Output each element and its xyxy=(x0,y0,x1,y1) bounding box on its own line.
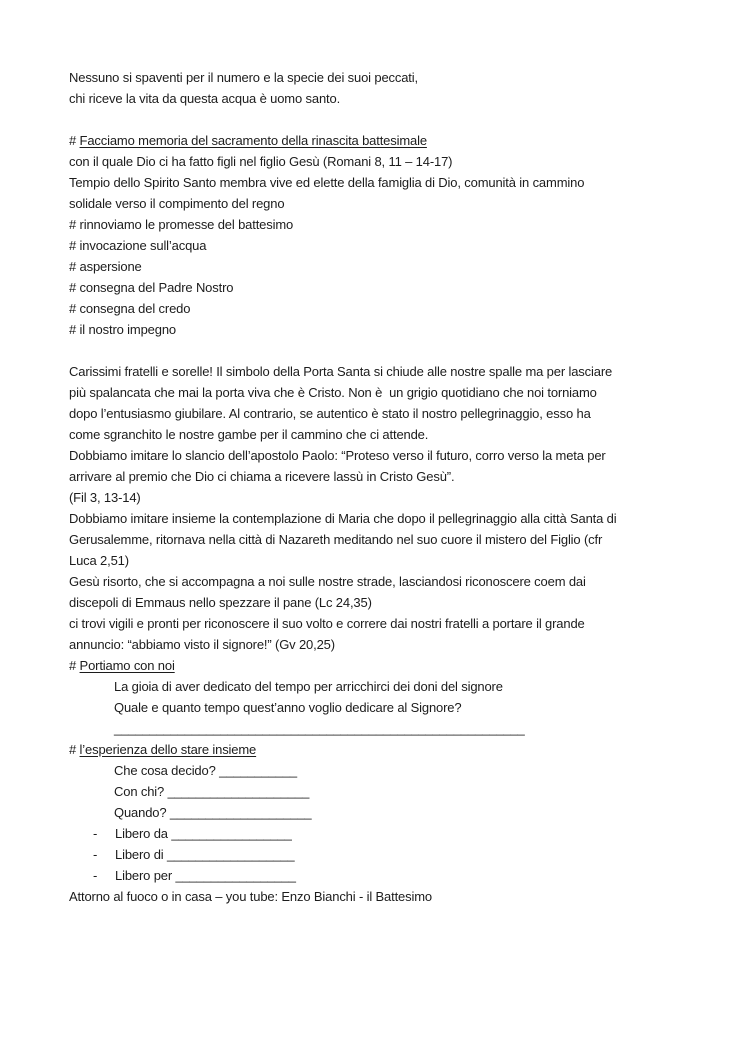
text-run: Con chi? ____________________ xyxy=(114,784,310,799)
text-line xyxy=(69,151,676,172)
text-run: come sgranchito le nostre gambe per il cammino che ci attende. xyxy=(69,427,429,442)
text-line xyxy=(69,172,676,193)
text-run: Carissimi fratelli e sorelle! Il simbolo della Porta Santa si chiude alle nostre spalle ma per lasciare xyxy=(69,364,613,379)
text-run: # xyxy=(69,742,80,757)
text-run: Attorno al fuoco o in casa – you tube: Enzo Bianchi - il Battesimo xyxy=(69,889,432,904)
bullet-hyphen: - xyxy=(93,847,98,862)
text-run: Dobbiamo imitare lo slancio dell’apostolo Paolo: “Proteso verso il futuro, corro verso la meta per xyxy=(69,448,606,463)
text-line xyxy=(69,718,676,739)
text-run: # consegna del credo xyxy=(69,301,191,316)
text-run: Quale e quanto tempo quest’anno voglio dedicare al Signore? xyxy=(114,700,462,715)
text-run: # xyxy=(69,658,80,673)
text-line xyxy=(69,466,676,487)
text-run: ci trovi vigili e pronti per riconoscere il suo volto e correre dai nostri fratelli a portare il grande xyxy=(69,616,585,631)
text-run: Luca 2,51) xyxy=(69,553,129,568)
text-line xyxy=(69,445,676,466)
text-run: # consegna del Padre Nostro xyxy=(69,280,234,295)
text-line xyxy=(69,298,676,319)
text-line xyxy=(69,130,676,151)
text-line xyxy=(69,865,676,886)
text-run: __________________________________________________________ xyxy=(114,721,525,736)
text-run: Gerusalemme, ritornava nella città di Nazareth meditando nel suo cuore il mistero del Figlio (cfr xyxy=(69,532,603,547)
text-run: con il quale Dio ci ha fatto figli nel figlio Gesù (Romani 8, 11 – 14-17) xyxy=(69,154,453,169)
text-line xyxy=(69,844,676,865)
text-run: # xyxy=(69,133,80,148)
text-line xyxy=(69,67,676,88)
underlined-heading-text: l’esperienza dello stare insieme xyxy=(79,742,257,757)
text-line xyxy=(69,886,676,907)
text-line xyxy=(69,739,676,760)
text-line xyxy=(69,529,676,550)
text-line xyxy=(69,361,676,382)
text-line xyxy=(69,193,676,214)
text-line xyxy=(69,277,676,298)
text-line xyxy=(69,802,676,823)
text-line xyxy=(69,655,676,676)
bullet-hyphen: - xyxy=(93,826,98,841)
blank-line xyxy=(69,109,676,130)
text-run: Nessuno si spaventi per il numero e la specie dei suoi peccati, xyxy=(69,70,418,85)
text-line xyxy=(69,214,676,235)
text-run: Libero di __________________ xyxy=(115,847,295,862)
text-run: # aspersione xyxy=(69,259,142,274)
text-line xyxy=(69,88,676,109)
text-line xyxy=(69,823,676,844)
text-run: dopo l’entusiasmo giubilare. Al contrario, se autentico è stato il nostro pellegrinaggio, esso ha xyxy=(69,406,591,421)
text-run: chi riceve la vita da questa acqua è uomo santo. xyxy=(69,91,341,106)
text-run: Libero da _________________ xyxy=(115,826,292,841)
text-run: arrivare al premio che Dio ci chiama a ricevere lassù in Cristo Gesù”. xyxy=(69,469,455,484)
text-run: Dobbiamo imitare insieme la contemplazione di Maria che dopo il pellegrinaggio alla città Santa di xyxy=(69,511,617,526)
text-line xyxy=(69,508,676,529)
text-run: Libero per _________________ xyxy=(115,868,296,883)
text-line xyxy=(69,403,676,424)
text-line xyxy=(69,613,676,634)
text-line xyxy=(69,235,676,256)
text-run: # il nostro impegno xyxy=(69,322,176,337)
text-run: annuncio: “abbiamo visto il signore!” (Gv 20,25) xyxy=(69,637,335,652)
text-line xyxy=(69,697,676,718)
text-run: Gesù risorto, che si accompagna a noi sulle nostre strade, lasciandosi riconoscere coem dai xyxy=(69,574,586,589)
text-run: solidale verso il compimento del regno xyxy=(69,196,285,211)
text-run: discepoli di Emmaus nello spezzare il pane (Lc 24,35) xyxy=(69,595,372,610)
text-run: # rinnoviamo le promesse del battesimo xyxy=(69,217,294,232)
text-line xyxy=(69,634,676,655)
text-run: (Fil 3, 13-14) xyxy=(69,490,141,505)
text-line xyxy=(69,487,676,508)
text-line xyxy=(69,676,676,697)
text-run: Che cosa decido? ___________ xyxy=(114,763,298,778)
text-run: Tempio dello Spirito Santo membra vive ed elette della famiglia di Dio, comunità in cammino xyxy=(69,175,585,190)
underlined-heading-text: Portiamo con noi xyxy=(79,658,175,673)
text-run: più spalancata che mai la porta viva che è Cristo. Non è un grigio quotidiano che noi torniamo xyxy=(69,385,597,400)
text-line xyxy=(69,550,676,571)
bullet-hyphen: - xyxy=(93,868,98,883)
blank-line xyxy=(69,340,676,361)
text-line xyxy=(69,319,676,340)
text-line xyxy=(69,781,676,802)
text-line xyxy=(69,571,676,592)
document-body xyxy=(69,67,676,907)
text-line xyxy=(69,424,676,445)
text-run: La gioia di aver dedicato del tempo per arricchirci dei doni del signore xyxy=(114,679,503,694)
text-run: Quando? ____________________ xyxy=(114,805,312,820)
text-run: # invocazione sull’acqua xyxy=(69,238,207,253)
underlined-heading-text: Facciamo memoria del sacramento della rinascita battesimale xyxy=(79,133,427,148)
text-line xyxy=(69,592,676,613)
text-line xyxy=(69,760,676,781)
text-line xyxy=(69,382,676,403)
text-line xyxy=(69,256,676,277)
